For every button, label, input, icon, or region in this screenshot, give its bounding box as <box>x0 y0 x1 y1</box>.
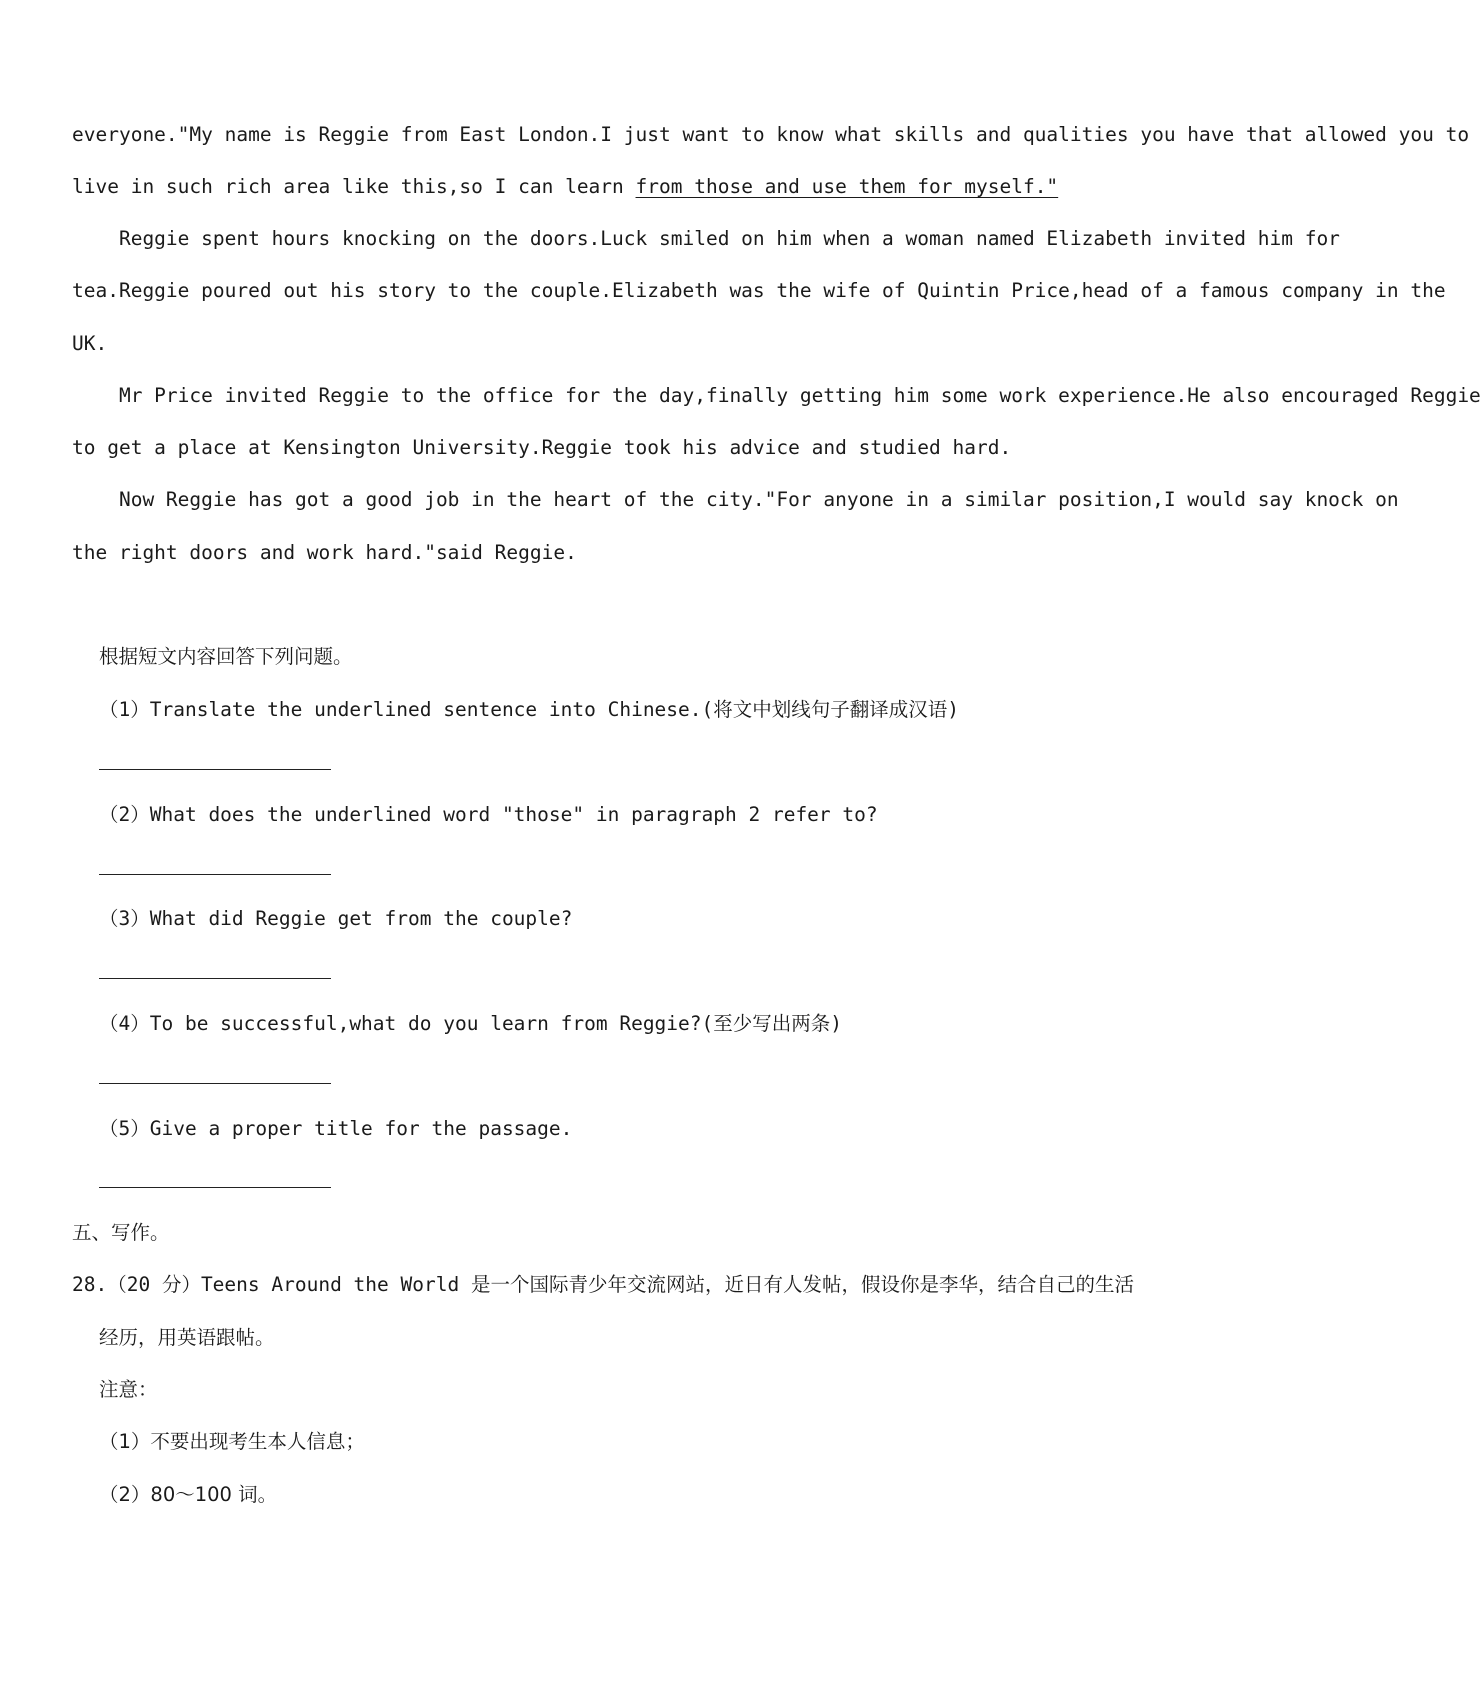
answer-blank-1[interactable] <box>99 769 331 770</box>
answer-blank-4[interactable] <box>99 1083 331 1084</box>
answer-blank-3[interactable] <box>99 978 331 979</box>
question-4: （4）To be successful,what do you learn from Reggie?(至少写出两条) <box>99 1012 842 1035</box>
writing-rule-2: （2）80～100 词。 <box>99 1483 278 1506</box>
passage-p2-line2: tea.Reggie poured out his story to the couple.Elizabeth was the wife of Quintin Price,head of a famous company in the <box>72 279 1446 302</box>
question-28-line1: 28.（20 分）Teens Around the World 是一个国际青少年交流网站，近日有人发帖，假设你是李华，结合自己的生活 <box>72 1273 1134 1296</box>
passage-p1-line2 <box>72 174 1058 200</box>
answer-blank-2[interactable] <box>99 874 331 875</box>
question-5: （5）Give a proper title for the passage. <box>99 1117 573 1140</box>
question-28-line2: 经历，用英语跟帖。 <box>99 1326 275 1349</box>
question-1: （1）Translate the underlined sentence into Chinese.(将文中划线句子翻译成汉语) <box>99 698 959 721</box>
passage-p1-line1: everyone."My name is Reggie from East London.I just want to know what skills and qualities you have that allowed you to <box>72 123 1470 146</box>
writing-section-heading: 五、写作。 <box>72 1221 170 1244</box>
passage-p3-line1: Mr Price invited Reggie to the office for the day,finally getting him some work experience.He also encouraged Reggie <box>72 384 1481 407</box>
questions-intro: 根据短文内容回答下列问题。 <box>99 645 353 668</box>
passage-p3-line2: to get a place at Kensington University.Reggie took his advice and studied hard. <box>72 436 1012 459</box>
question-2: （2）What does the underlined word "those" in paragraph 2 refer to? <box>99 803 878 826</box>
underlined-sentence: from those and use them for myself." <box>635 175 1059 198</box>
writing-rule-1: （1）不要出现考生本人信息； <box>99 1430 365 1453</box>
question-3: （3）What did Reggie get from the couple? <box>99 907 573 930</box>
passage-p2-line3: UK. <box>72 332 108 355</box>
passage-p1-line2-text: live in such rich area like this,so I can learn <box>72 175 636 198</box>
answer-blank-5[interactable] <box>99 1187 331 1188</box>
passage-p4-line1: Now Reggie has got a good job in the heart of the city."For anyone in a similar position,I would say knock on <box>72 488 1399 511</box>
passage-p2-line1: Reggie spent hours knocking on the doors.Luck smiled on him when a woman named Elizabeth invited him for <box>72 227 1340 250</box>
passage-p4-line2: the right doors and work hard."said Reggie. <box>72 541 577 564</box>
writing-note-label: 注意： <box>99 1378 158 1401</box>
